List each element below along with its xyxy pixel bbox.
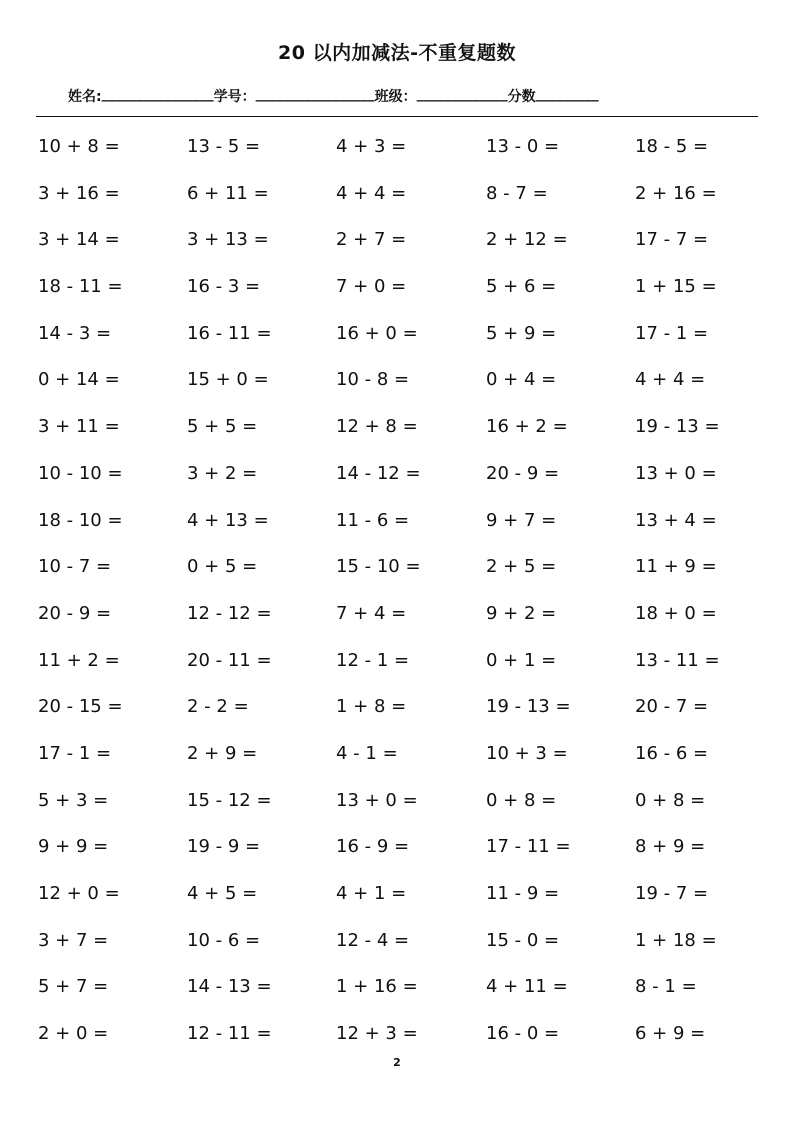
math-problem: 1 + 18 = (635, 929, 717, 951)
problem-row (38, 834, 758, 881)
math-problem: 19 - 7 = (635, 883, 709, 904)
math-problem: 0 + 4 = (486, 369, 557, 391)
math-problem: 2 + 12 = (486, 229, 568, 251)
student-info-row (68, 86, 599, 106)
math-problem: 4 + 11 = (486, 976, 568, 998)
class-blank: _____________ (416, 86, 508, 102)
math-problem: 6 + 11 = (187, 182, 269, 204)
math-problem: 13 - 11 = (635, 649, 720, 671)
problem-row (38, 414, 758, 461)
math-problem: 16 + 0 = (336, 322, 418, 344)
problem-row (38, 227, 758, 274)
math-problem: 4 + 4 = (635, 369, 706, 391)
math-problem: 10 - 8 = (336, 369, 410, 391)
math-problem: 15 - 10 = (336, 556, 421, 578)
math-problem: 2 + 0 = (38, 1023, 109, 1045)
math-problem: 17 - 11 = (486, 836, 571, 858)
math-problem: 4 + 13 = (187, 509, 269, 531)
math-problem: 11 + 9 = (635, 556, 717, 578)
math-problem: 5 + 9 = (486, 322, 557, 344)
math-problem: 18 - 10 = (38, 509, 123, 531)
problem-row (38, 554, 758, 601)
math-problem: 2 + 16 = (635, 182, 717, 204)
math-problem: 0 + 1 = (486, 649, 557, 671)
math-problem: 7 + 0 = (336, 276, 407, 298)
math-problem: 10 - 6 = (187, 929, 261, 951)
math-problem: 13 - 5 = (187, 136, 261, 157)
math-problem: 10 + 3 = (486, 742, 568, 764)
math-problem: 9 + 9 = (38, 836, 109, 858)
math-problem: 4 + 3 = (336, 136, 407, 157)
problem-row (38, 648, 758, 695)
math-problem: 10 + 8 = (38, 136, 120, 157)
math-problem: 5 + 3 = (38, 789, 109, 811)
math-problem: 15 - 0 = (486, 929, 560, 951)
math-problem: 18 + 0 = (635, 602, 717, 624)
math-problem: 1 + 16 = (336, 976, 418, 998)
math-problem: 3 + 11 = (38, 416, 120, 438)
math-problem: 12 + 8 = (336, 416, 418, 438)
math-problem: 10 - 7 = (38, 556, 112, 578)
math-problem: 5 + 6 = (486, 276, 557, 298)
class-label: 班级： (374, 89, 417, 105)
problem-row (38, 367, 758, 414)
math-problem: 12 - 11 = (187, 1023, 272, 1045)
math-problem: 13 - 0 = (486, 136, 560, 157)
math-problem: 17 - 1 = (635, 322, 709, 344)
student-id-blank: _________________ (255, 86, 375, 102)
math-problem: 13 + 0 = (336, 789, 418, 811)
score-blank: _________ (535, 86, 599, 102)
math-problem: 7 + 4 = (336, 602, 407, 624)
math-problem: 8 + 9 = (635, 836, 706, 858)
math-problem: 16 - 9 = (336, 836, 410, 858)
problem-row (38, 601, 758, 648)
math-problem: 4 + 5 = (187, 883, 258, 904)
name-blank: ________________ (101, 86, 214, 102)
math-problem: 0 + 8 = (486, 789, 557, 811)
score-label: 分数 (507, 89, 536, 105)
problem-row (38, 274, 758, 321)
math-problem: 18 - 11 = (38, 276, 123, 298)
math-problem: 19 - 9 = (187, 836, 261, 858)
math-problem: 0 + 14 = (38, 369, 120, 391)
math-problem: 15 - 12 = (187, 789, 272, 811)
math-problem: 15 + 0 = (187, 369, 269, 391)
page-number: 2 (393, 1056, 401, 1069)
math-problem: 3 + 16 = (38, 182, 120, 204)
math-problem: 20 - 9 = (38, 602, 112, 624)
math-problem: 8 - 7 = (486, 182, 548, 204)
math-problem: 1 + 8 = (336, 696, 407, 718)
math-problem: 2 + 5 = (486, 556, 557, 578)
math-problem: 20 - 9 = (486, 462, 560, 484)
math-problem: 17 - 7 = (635, 229, 709, 251)
math-problem: 3 + 14 = (38, 229, 120, 251)
problem-row (38, 508, 758, 555)
math-problem: 12 - 1 = (336, 649, 410, 671)
math-problem: 11 - 9 = (486, 883, 560, 904)
math-problem: 1 + 15 = (635, 276, 717, 298)
problem-row (38, 974, 758, 1021)
problem-row (38, 134, 758, 181)
problem-row (38, 788, 758, 835)
math-problem: 12 + 0 = (38, 883, 120, 904)
math-problem: 19 - 13 = (635, 416, 720, 438)
math-problem: 14 - 3 = (38, 322, 112, 344)
math-problem: 17 - 1 = (38, 742, 112, 764)
math-problem: 4 - 1 = (336, 742, 398, 764)
math-problem: 8 - 1 = (635, 976, 697, 998)
math-problem: 3 + 7 = (38, 929, 109, 951)
math-problem: 5 + 5 = (187, 416, 258, 438)
math-problem: 2 + 7 = (336, 229, 407, 251)
problem-row (38, 881, 758, 928)
math-problem: 3 + 13 = (187, 229, 269, 251)
problem-row (38, 741, 758, 788)
math-problem: 20 - 7 = (635, 696, 709, 718)
math-problem: 13 + 0 = (635, 462, 717, 484)
math-problem: 16 - 3 = (187, 276, 261, 298)
math-problem: 16 - 0 = (486, 1023, 560, 1045)
math-problem: 20 - 15 = (38, 696, 123, 718)
worksheet-title: 20 以内加减法-不重复题数 (278, 42, 516, 64)
problem-row (38, 694, 758, 741)
math-problem: 6 + 9 = (635, 1023, 706, 1045)
math-problem: 11 - 6 = (336, 509, 410, 531)
math-problem: 13 + 4 = (635, 509, 717, 531)
math-problem: 11 + 2 = (38, 649, 120, 671)
math-problem: 4 + 4 = (336, 182, 407, 204)
math-problem: 14 - 13 = (187, 976, 272, 998)
math-problem: 2 + 9 = (187, 742, 258, 764)
math-problem: 12 - 12 = (187, 602, 272, 624)
header-divider (36, 116, 758, 117)
name-label: 姓名: (68, 89, 102, 105)
math-problem: 16 - 11 = (187, 322, 272, 344)
math-problem: 2 - 2 = (187, 696, 249, 718)
math-problem: 14 - 12 = (336, 462, 421, 484)
math-problem: 16 - 6 = (635, 742, 709, 764)
math-problem: 19 - 13 = (486, 696, 571, 718)
problem-grid (38, 134, 758, 1068)
problem-row (38, 181, 758, 228)
math-problem: 9 + 2 = (486, 602, 557, 624)
math-problem: 12 + 3 = (336, 1023, 418, 1045)
math-problem: 12 - 4 = (336, 929, 410, 951)
math-problem: 4 + 1 = (336, 883, 407, 904)
math-problem: 10 - 10 = (38, 462, 123, 484)
math-problem: 18 - 5 = (635, 136, 709, 157)
math-problem: 16 + 2 = (486, 416, 568, 438)
math-problem: 5 + 7 = (38, 976, 109, 998)
problem-row (38, 928, 758, 975)
math-problem: 0 + 5 = (187, 556, 258, 578)
math-problem: 3 + 2 = (187, 462, 258, 484)
problem-row (38, 321, 758, 368)
math-problem: 0 + 8 = (635, 789, 706, 811)
problem-row (38, 461, 758, 508)
math-problem: 20 - 11 = (187, 649, 272, 671)
student-id-label: 学号： (213, 89, 256, 105)
math-problem: 9 + 7 = (486, 509, 557, 531)
